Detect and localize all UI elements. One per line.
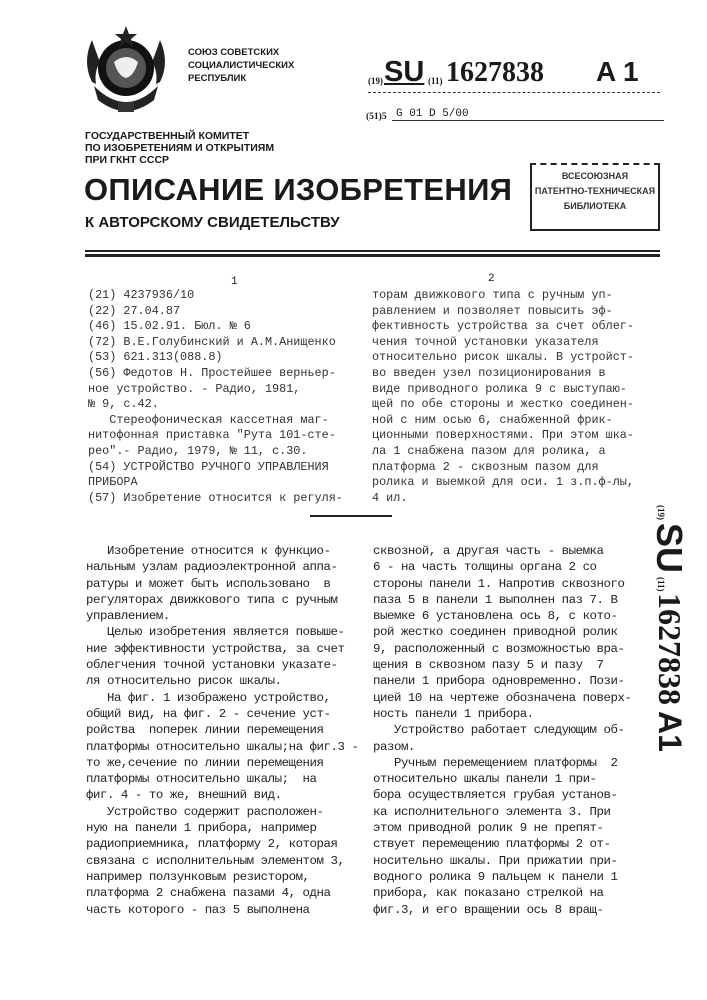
- ipc-block: [366, 108, 660, 124]
- kind-code: A1: [651, 711, 688, 752]
- country-line: РЕСПУБЛИК: [188, 72, 294, 85]
- side-patent-number: [642, 505, 692, 745]
- text-line: равлением и позволяет повысить эф-: [372, 304, 634, 320]
- text-line: паза 5 в панели 1 выполнен паз 7. В: [373, 592, 631, 608]
- inid-code: (19): [368, 76, 383, 86]
- text-line: Ручным перемещением платформы 2: [373, 755, 631, 771]
- text-line: фективность устройства за счет облег-: [372, 319, 634, 335]
- text-line: часть которого - паз 5 выполнена: [86, 902, 358, 918]
- text-line: ние эффективности устройства, за счет: [86, 641, 358, 657]
- column-number: 1: [231, 276, 238, 288]
- text-line: виде приводного ролика 9 с выступаю-: [372, 382, 634, 398]
- text-line: ка исполнительного элемента 3. При: [373, 804, 631, 820]
- text-line: рой жестко соединен приводной ролик: [373, 624, 631, 640]
- text-line: ционными поверхностями. При этом шка-: [372, 428, 634, 444]
- text-line: ную на панели 1 прибора, например: [86, 820, 358, 836]
- text-line: цией 10 на чертеже обозначена поверх-: [373, 690, 631, 706]
- kind-code: A 1: [596, 56, 639, 88]
- text-line: (56) Федотов Н. Простейшее верньер-: [88, 366, 343, 382]
- text-line: На фиг. 1 изображено устройство,: [86, 690, 358, 706]
- text-line: управлением.: [86, 608, 358, 624]
- text-line: облегчения точной установки указате-: [86, 657, 358, 673]
- text-line: радиоприемника, платформу 2, которая: [86, 836, 358, 852]
- text-line: водного ролика 9 пальцем к панели 1: [373, 869, 631, 885]
- description-left-column: [86, 543, 358, 918]
- ipc-classification: G 01 D 5/00: [392, 108, 664, 121]
- text-line: щей по обе стороны и жестко соединен-: [372, 397, 634, 413]
- ussr-emblem-icon: [78, 22, 174, 122]
- patent-number: 1627838: [446, 57, 544, 89]
- text-line: 4 ил.: [372, 491, 634, 507]
- ipc-code-label: (51)5: [366, 112, 387, 122]
- text-line: платформы относительно шкалы; на: [86, 771, 358, 787]
- bibliographic-data: [88, 288, 343, 506]
- text-line: (21) 4237936/10: [88, 288, 343, 304]
- document-subtitle: К АВТОРСКОМУ СВИДЕТЕЛЬСТВУ: [85, 214, 340, 231]
- text-line: нитофонная приставка "Рута 101-сте-: [88, 428, 343, 444]
- header-divider: [85, 250, 660, 252]
- text-line: рео".- Радио, 1979, № 11, с.30.: [88, 444, 343, 460]
- text-line: (22) 27.04.87: [88, 304, 343, 320]
- text-line: чения точной установки указателя: [372, 335, 634, 351]
- text-line: ное устройство. - Радио, 1981,: [88, 382, 343, 398]
- inid-code: (11): [656, 577, 666, 592]
- document-title: ОПИСАНИЕ ИЗОБРЕТЕНИЯ: [84, 172, 512, 208]
- text-line: (72) В.Е.Голубинский и А.М.Анищенко: [88, 335, 343, 351]
- patent-page: [0, 0, 707, 1000]
- text-line: прибора, как показано стрелкой на: [373, 885, 631, 901]
- country-line: СОЦИАЛИСТИЧЕСКИХ: [188, 59, 294, 72]
- text-line: ла 1 снабжена пазом для ролика, а: [372, 444, 634, 460]
- text-line: стороны панели 1. Напротив сквозного: [373, 576, 631, 592]
- text-line: (54) УСТРОЙСТВО РУЧНОГО УПРАВЛЕНИЯ: [88, 460, 343, 476]
- section-divider: [310, 515, 392, 517]
- patent-number: 1627838: [651, 593, 688, 705]
- text-line: Стереофоническая кассетная маг-: [88, 413, 343, 429]
- text-line: панели 1 прибора одновременно. Пози-: [373, 673, 631, 689]
- text-line: регуляторах движкового типа с ручным: [86, 592, 358, 608]
- text-line: ствует перемещению платформы 2 от-: [373, 836, 631, 852]
- text-line: относительно рисок шкалы. В устройст-: [372, 350, 634, 366]
- text-line: например ползунковым резистором,: [86, 869, 358, 885]
- text-line: Устройство содержит расположен-: [86, 804, 358, 820]
- text-line: связана с исполнительным элементом 3,: [86, 853, 358, 869]
- stamp-line: БИБЛИОТЕКА: [532, 199, 658, 214]
- description-right-column: [373, 543, 631, 918]
- text-line: то же,сечение по линии перемещения: [86, 755, 358, 771]
- text-line: ной с ним осью 6, снабженной фрик-: [372, 413, 634, 429]
- text-line: ПРИБОРА: [88, 475, 343, 491]
- stamp-line: ВСЕСОЮЗНАЯ: [532, 169, 658, 184]
- text-line: платформы относительно шкалы;на фиг.3 -: [86, 739, 358, 755]
- text-line: выемке 6 установлена ось 8, с кото-: [373, 608, 631, 624]
- library-stamp: [530, 163, 660, 231]
- text-line: (53) 621.313(088.8): [88, 350, 343, 366]
- text-line: разом.: [373, 739, 631, 755]
- text-line: Устройство работает следующим об-: [373, 722, 631, 738]
- text-line: ность панели 1 прибора.: [373, 706, 631, 722]
- column-number: 2: [488, 273, 495, 285]
- text-line: Изобретение относится к функцио-: [86, 543, 358, 559]
- committee-line: ГОСУДАРСТВЕННЫЙ КОМИТЕТ: [85, 130, 274, 142]
- text-line: щения в сквозном пазу 5 и пазу 7: [373, 657, 631, 673]
- country-line: СОЮЗ СОВЕТСКИХ: [188, 46, 294, 59]
- abstract: [372, 288, 634, 506]
- header-divider: [85, 254, 660, 257]
- text-line: ля относительно рисок шкалы.: [86, 673, 358, 689]
- inid-code: (11): [428, 76, 443, 86]
- text-line: фиг.3, и его вращении ось 8 вращ-: [373, 902, 631, 918]
- text-line: бора осуществляется грубая установ-: [373, 787, 631, 803]
- text-line: ройства поперек линии перемещения: [86, 722, 358, 738]
- text-line: ратуры и может быть использовано в: [86, 576, 358, 592]
- text-line: № 9, с.42.: [88, 397, 343, 413]
- text-line: носительно шкалы. При прижатии при-: [373, 853, 631, 869]
- text-line: платформа 2 снабжена пазами 4, одна: [86, 885, 358, 901]
- committee-name: [85, 130, 274, 166]
- committee-line: ПО ИЗОБРЕТЕНИЯМ И ОТКРЫТИЯМ: [85, 142, 274, 154]
- text-line: во введен узел позиционирования в: [372, 366, 634, 382]
- text-line: общий вид, на фиг. 2 - сечение уст-: [86, 706, 358, 722]
- text-line: фиг. 4 - то же, внешний вид.: [86, 787, 358, 803]
- country-code: SU: [648, 523, 690, 573]
- text-line: Целью изобретения является повыше-: [86, 624, 358, 640]
- text-line: (46) 15.02.91. Бюл. № 6: [88, 319, 343, 335]
- country-code: SU: [384, 56, 424, 89]
- inid-code: (19): [656, 505, 666, 520]
- text-line: 9, расположенный с возможностью вра-: [373, 641, 631, 657]
- stamp-line: ПАТЕНТНО-ТЕХНИЧЕСКАЯ: [532, 184, 658, 199]
- text-line: нальным узлам радиоэлектронной аппа-: [86, 559, 358, 575]
- text-line: сквозной, а другая часть - выемка: [373, 543, 631, 559]
- committee-line: ПРИ ГКНТ СССР: [85, 154, 274, 166]
- text-line: (57) Изобретение относится к регуля-: [88, 491, 343, 507]
- text-line: относительно шкалы панели 1 при-: [373, 771, 631, 787]
- patent-number-block: [368, 56, 660, 93]
- text-line: этом приводной ролик 9 не препят-: [373, 820, 631, 836]
- text-line: торам движкового типа с ручным уп-: [372, 288, 634, 304]
- country-name: [188, 46, 294, 85]
- text-line: платформа 2 - сквозным пазом для: [372, 460, 634, 476]
- text-line: ролика и выемкой для оси. 1 з.п.ф-лы,: [372, 475, 634, 491]
- text-line: 6 - на часть толщины органа 2 со: [373, 559, 631, 575]
